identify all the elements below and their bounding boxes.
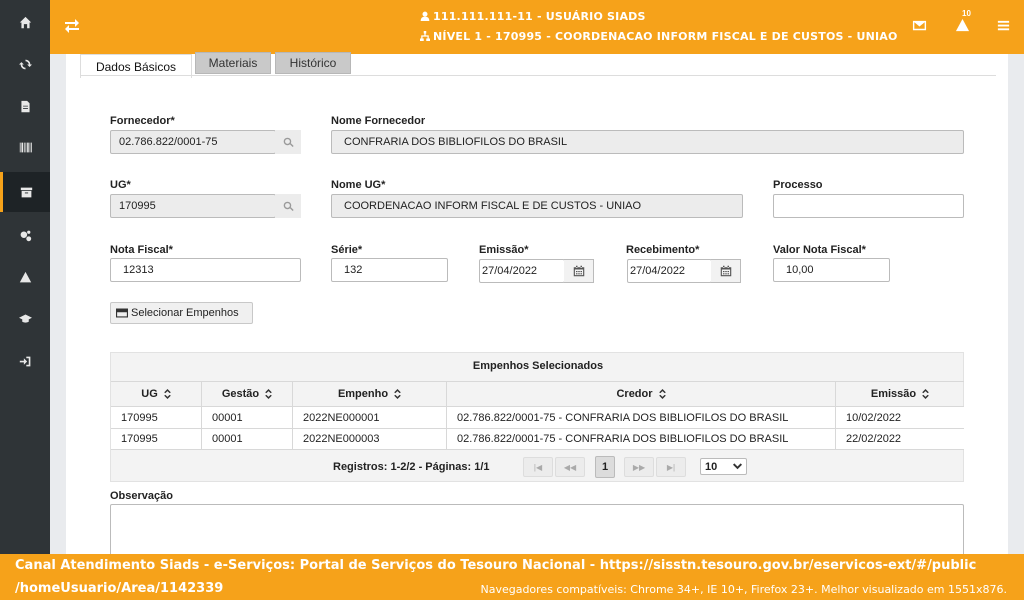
alerts-badge: 10 xyxy=(962,9,971,18)
level-info xyxy=(420,30,898,43)
table-cell[interactable]: 170995 xyxy=(111,428,202,450)
select-empenhos-label: Selecionar Empenhos xyxy=(131,307,239,319)
select-empenhos-button[interactable] xyxy=(110,302,253,324)
nota-fiscal-label: Nota Fiscal* xyxy=(110,244,173,256)
sort-icon xyxy=(659,389,666,399)
processo-input[interactable] xyxy=(773,194,964,218)
nome-fornecedor-label: Nome Fornecedor xyxy=(331,115,426,127)
page-size-select[interactable] xyxy=(700,458,747,475)
menu-button[interactable] xyxy=(996,18,1011,36)
tab-historico[interactable]: Histórico xyxy=(275,52,351,74)
tab-dados-basicos[interactable]: Dados Básicos xyxy=(80,54,192,78)
credit-card-icon xyxy=(116,308,128,318)
sort-icon xyxy=(164,389,171,399)
table-cell[interactable]: 00001 xyxy=(202,406,293,428)
prev-page-button[interactable]: ◀◀ xyxy=(555,457,585,477)
emissao-input[interactable]: 27/04/2022 xyxy=(479,259,565,283)
column-header-empenho[interactable] xyxy=(293,381,447,406)
column-label: Empenho xyxy=(337,388,389,400)
table-cell[interactable]: 2022NE000003 xyxy=(293,428,447,450)
sidebar xyxy=(0,0,50,600)
top-header xyxy=(50,0,1024,54)
sign-in-icon xyxy=(19,355,32,368)
fornecedor-label: Fornecedor* xyxy=(110,115,175,127)
archive-icon xyxy=(20,186,33,199)
sidebar-item-document[interactable] xyxy=(0,86,50,126)
column-label: Emissão xyxy=(870,388,917,400)
column-label: Gestão xyxy=(221,388,260,400)
envelope-icon xyxy=(912,18,927,33)
user-info xyxy=(420,10,646,23)
main-content xyxy=(66,54,1008,554)
table-cell[interactable]: 170995 xyxy=(111,406,202,428)
column-header-credor[interactable] xyxy=(447,381,836,406)
next-page-button[interactable]: ▶▶ xyxy=(624,457,654,477)
serie-input[interactable]: 132 xyxy=(331,258,448,282)
calendar-icon xyxy=(720,265,732,277)
column-label: UG xyxy=(141,388,158,400)
home-icon xyxy=(19,16,32,29)
sidebar-item-archive[interactable] xyxy=(0,172,50,212)
page-size-value: 10 xyxy=(705,460,718,473)
footer-compat-text: Navegadores compatíveis: Chrome 34+, IE 10+, Firefox 23+. Melhor visualizado em 1551x876. xyxy=(480,583,1007,596)
valor-input[interactable]: 10,00 xyxy=(773,258,890,282)
user-line: 111.111.111-11 - USUÁRIO SIADS xyxy=(433,10,646,23)
tab-materiais[interactable]: Materiais xyxy=(195,52,271,74)
tab-divider xyxy=(80,75,996,76)
fornecedor-field[interactable]: 02.786.822/0001-75 xyxy=(110,130,276,154)
sidebar-item-barcode[interactable] xyxy=(0,127,50,167)
graduation-cap-icon xyxy=(19,312,32,325)
sort-icon xyxy=(394,389,401,399)
table-title: Empenhos Selecionados xyxy=(472,360,604,372)
table-cell[interactable]: 02.786.822/0001-75 - CONFRARIA DOS BIBLIOFILOS DO BRASIL xyxy=(447,428,836,450)
exchange-icon xyxy=(64,18,80,34)
ug-field[interactable]: 170995 xyxy=(110,194,276,218)
footer xyxy=(0,554,1024,600)
sidebar-item-logout[interactable] xyxy=(0,341,50,381)
valor-label: Valor Nota Fiscal* xyxy=(773,244,866,256)
chevron-down-icon xyxy=(733,463,742,470)
sidebar-item-alerts[interactable] xyxy=(0,257,50,297)
column-label: Credor xyxy=(616,388,653,400)
last-page-button[interactable]: ▶| xyxy=(656,457,686,477)
column-header-ug[interactable] xyxy=(111,381,202,406)
column-header-gestao[interactable] xyxy=(202,381,293,406)
empenhos-table xyxy=(110,352,964,482)
footer-support-line-2: /homeUsuario/Area/1142339 xyxy=(15,581,224,596)
swap-button[interactable] xyxy=(64,18,80,37)
emissao-label: Emissão* xyxy=(479,244,529,256)
messages-button[interactable] xyxy=(912,18,927,36)
barcode-icon xyxy=(19,141,32,154)
sort-icon xyxy=(922,389,929,399)
warning-icon xyxy=(955,18,970,33)
table-cell[interactable]: 2022NE000001 xyxy=(293,406,447,428)
nome-ug-label: Nome UG* xyxy=(331,179,386,191)
nota-fiscal-input[interactable]: 12313 xyxy=(110,258,301,282)
document-icon xyxy=(19,100,32,113)
footer-support-line: Canal Atendimento Siads - e-Serviços: Portal de Serviços do Tesouro Nacional - https://sisstn.tesouro.gov.br/eservicos-ext/#/public xyxy=(15,558,977,573)
column-header-emissao[interactable] xyxy=(836,381,964,406)
serie-label: Série* xyxy=(331,244,363,256)
sort-icon xyxy=(265,389,272,399)
hamburger-icon xyxy=(996,18,1011,33)
recebimento-input[interactable]: 27/04/2022 xyxy=(627,259,712,283)
calendar-icon xyxy=(573,265,585,277)
search-icon xyxy=(283,201,294,212)
warning-icon xyxy=(19,271,32,284)
user-icon xyxy=(420,11,430,21)
table-cell[interactable]: 10/02/2022 xyxy=(836,406,964,428)
cogs-icon xyxy=(19,229,32,242)
sidebar-item-training[interactable] xyxy=(0,298,50,338)
table-cell[interactable]: 22/02/2022 xyxy=(836,428,964,450)
recebimento-calendar-button[interactable] xyxy=(711,259,741,283)
page-number-button[interactable]: 1 xyxy=(595,456,615,478)
level-line: NÍVEL 1 - 170995 - COORDENACAO INFORM FISCAL E DE CUSTOS - UNIAO xyxy=(433,30,898,43)
sitemap-icon xyxy=(420,31,430,41)
table-cell[interactable]: 00001 xyxy=(202,428,293,450)
table-cell[interactable]: 02.786.822/0001-75 - CONFRARIA DOS BIBLIOFILOS DO BRASIL xyxy=(447,406,836,428)
search-icon xyxy=(283,137,294,148)
processo-label: Processo xyxy=(773,179,823,191)
sidebar-item-settings[interactable] xyxy=(0,215,50,255)
ug-search-button[interactable] xyxy=(275,194,301,218)
recebimento-label: Recebimento* xyxy=(626,244,700,256)
sidebar-item-home[interactable] xyxy=(0,2,50,42)
ug-label: UG* xyxy=(110,179,131,191)
nome-ug-field: COORDENACAO INFORM FISCAL E DE CUSTOS - UNIAO xyxy=(331,194,743,218)
sidebar-item-refresh[interactable] xyxy=(0,44,50,84)
fornecedor-search-button[interactable] xyxy=(275,130,301,154)
refresh-icon xyxy=(19,58,32,71)
observacao-label: Observação xyxy=(110,490,173,502)
nome-fornecedor-field: CONFRARIA DOS BIBLIOFILOS DO BRASIL xyxy=(331,130,964,154)
first-page-button[interactable]: |◀ xyxy=(523,457,553,477)
table-pager xyxy=(111,452,965,482)
emissao-calendar-button[interactable] xyxy=(564,259,594,283)
pager-text: Registros: 1-2/2 - Páginas: 1/1 xyxy=(333,461,490,473)
alerts-button[interactable] xyxy=(955,9,971,36)
